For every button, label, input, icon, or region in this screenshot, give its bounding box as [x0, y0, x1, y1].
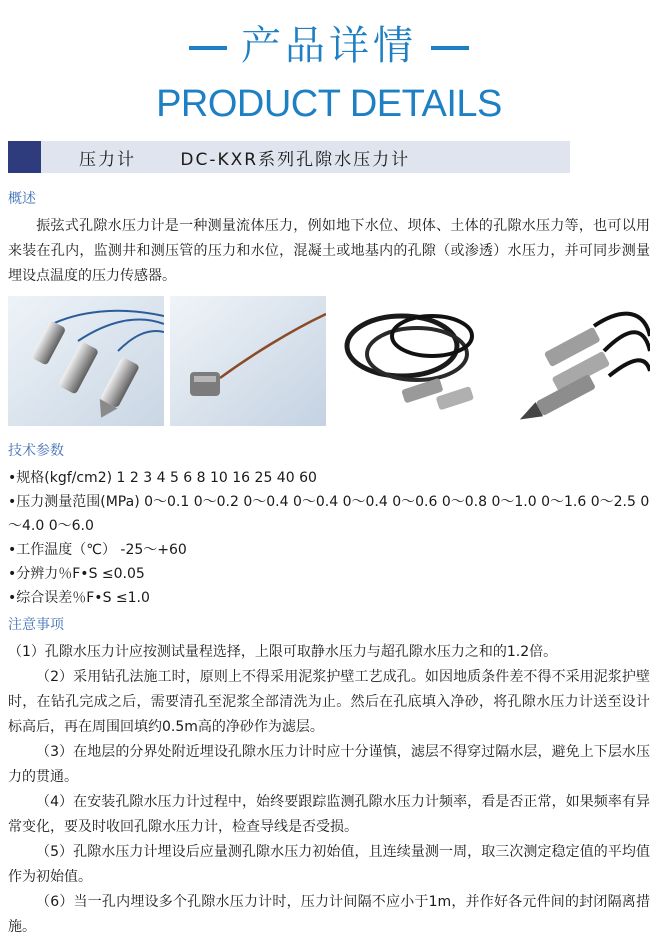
- note-item: （3）在地层的分界处附近埋设孔隙水压力计时应十分谨慎，滤层不得穿过隔水层，避免上下层水压力的贯通。: [8, 744, 650, 785]
- title-bar-square-icon: [8, 141, 41, 173]
- specs-heading: 技术参数: [8, 443, 64, 459]
- single-sensor-with-cable-image: [170, 296, 326, 426]
- overview-heading: 概述: [8, 191, 36, 207]
- specs-list: [8, 466, 650, 610]
- note-item: （5）孔隙水压力计埋设后应量测孔隙水压力初始值，且连续量测一周，取三次测定稳定值的平均值作为初始值。: [8, 844, 650, 885]
- spec-item: •综合误差％F•S ≤1.0: [8, 590, 150, 606]
- right-dash-decoration: [431, 46, 469, 50]
- three-cylinder-sensors-image: [8, 296, 164, 426]
- spec-item: •压力测量范围(MPa) 0～0.1 0～0.2 0～0.4 0～0.4 0～0.4 0～0.6 0～0.8 0～1.0 0～1.6 0～2.5 0～4.0 0～6.0: [8, 494, 650, 534]
- spec-item: •工作温度（℃） -25～+60: [8, 542, 187, 558]
- note-item: （6）当一孔内埋设多个孔隙水压力计时，压力计间隔不应小于1m，并作好各元件间的封闭隔离措施。: [8, 894, 650, 935]
- product-title: 压力计 DC-KXR系列孔隙水压力计: [79, 149, 411, 170]
- title-cn-text: 产品详情: [241, 23, 417, 69]
- note-item: （2）采用钻孔法施工时，原则上不得采用泥浆护壁工艺成孔。如因地质条件差不得不采用泥浆护壁时，在钻孔完成之后，需要清孔至泥浆全部清洗为止。然后在孔底填入净砂，将孔隙水压力计送至设计标高后，再在周围回填约0.5m高的净砂作为滤层。: [8, 669, 650, 735]
- product-title-bar: [8, 141, 570, 173]
- spec-item: •规格(kgf/cm2) 1 2 3 4 5 6 8 10 16 25 40 60: [8, 470, 317, 486]
- note-item: （1）孔隙水压力计应按测试量程选择，上限可取静水压力与超孔隙水压力之和的1.2倍。: [8, 644, 558, 660]
- overview-paragraph: [8, 214, 650, 289]
- notes-heading: 注意事项: [8, 617, 64, 633]
- left-dash-decoration: [189, 46, 227, 50]
- note-item: （4）在安装孔隙水压力计过程中，始终要跟踪监测孔隙水压力计频率，看是否正常，如果频率有异常变化，要及时收回孔隙水压力计，检查导线是否受损。: [8, 794, 650, 835]
- three-sensors-black-cable-image: [494, 296, 650, 426]
- overview-text: 振弦式孔隙水压力计是一种测量流体压力，例如地下水位、坝体、土体的孔隙水压力等，也可以用来装在孔内，监测井和测压管的压力和水位，混凝土或地基内的孔隙（或渗透）水压力，并可同步测量埋设点温度的压力传感器。: [8, 218, 650, 284]
- page-title-cn: [0, 22, 658, 70]
- product-photos: [8, 296, 650, 426]
- notes-list: [8, 640, 650, 940]
- two-sensors-coiled-cable-image: [332, 296, 488, 426]
- spec-item: •分辨力％F•S ≤0.05: [8, 566, 145, 582]
- page-title-en: PRODUCT DETAILS: [156, 83, 502, 125]
